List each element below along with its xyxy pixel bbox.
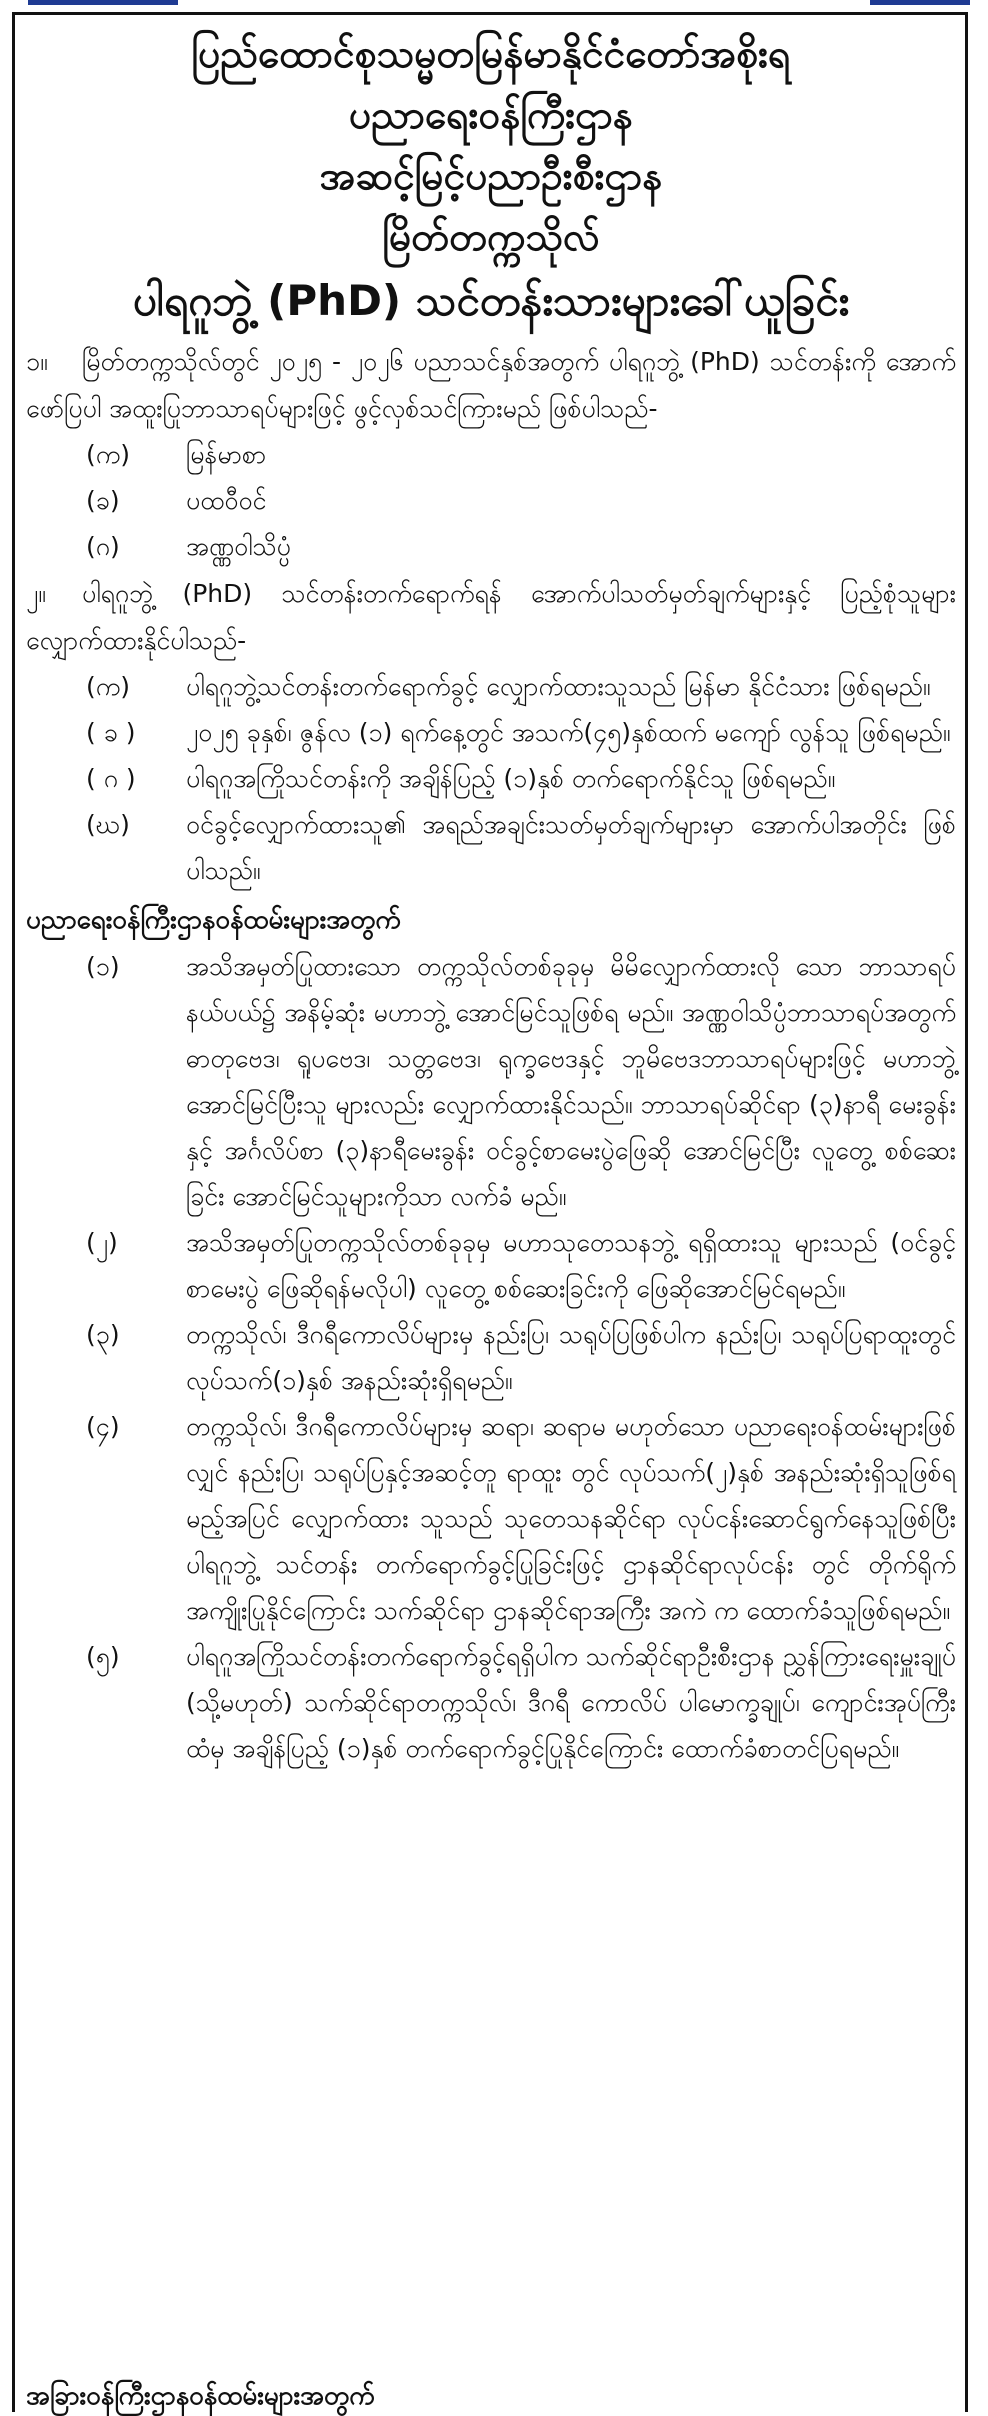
item-mark: (၄) [86,1412,120,1441]
item-mark: ( ခ ) [86,718,136,747]
item-mark: (၃) [86,1320,120,1349]
subject-item [86,524,956,570]
subject-item [86,432,956,478]
item-text: မြန်မာစာ [186,440,267,469]
item-text: အသိအမှတ်ပြုတက္ကသိုလ်တစ်ခုခုမှ မဟာသုတေသနဘွဲ့ ရရှိထားသူ များသည် (ဝင်ခွင့်စာမေးပွဲ ဖြေဆိုရန်မလိုပါ) လူတွေ့ စစ်ဆေးခြင်းကို ဖြေဆိုအောင်မြင်ရမည်။ [186,1228,956,1303]
blue-strip-left [28,0,178,5]
section-heading: ပညာရေးဝန်ကြီးဌာနဝန်ထမ်းများအတွက် [26,905,401,935]
item-mark: (၅) [86,1642,120,1671]
title-university: မြိတ်တက္ကသိုလ် [382,215,600,260]
item-text: ပါရဂူအကြိုသင်တန်းတက်ရောက်ခွင့်ရရှိပါက သက်ဆိုင်ရာဦးစီးဌာန ညွှန်ကြားရေးမှူးချုပ် (သို့မဟုတ်) သက်ဆိုင်ရာတက္ကသိုလ်၊ ဒီဂရီ ကောလိပ် ပါမောက္ခချုပ်၊ ကျောင်းအုပ်ကြီးထံမှ အချိန်ပြည့် (၁)နှစ် တက်ရောက်ခွင့်ပြုနိုင်ကြောင်း ထောက်ခံစာတင်ပြရမည်။ [186,1642,956,1763]
item-text: အသိအမှတ်ပြုထားသော တက္ကသိုလ်တစ်ခုခုမှ မိမိလျှောက်ထားလို သော ဘာသာရပ်နယ်ပယ်၌ အနိမ့်ဆုံး မဟာဘွဲ့ အောင်မြင်သူဖြစ်ရ မည်။ အဏ္ဏဝါသိပ္ပံဘာသာရပ်အတွက် ဓာတုဗေဒ၊ ရူပဗေဒ၊ သတ္တဗေဒ၊ ရုက္ခဗေဒနှင့် ဘူမိဗေဒဘာသာရပ်များဖြင့် မဟာဘွဲ့ အောင်မြင်ပြီးသူ များလည်း လျှောက်ထားနိုင်သည်။ ဘာသာရပ်ဆိုင်ရာ (၃)နာရီ မေးခွန်းနှင့် အင်္ဂလိပ်စာ (၃)နာရီမေးခွန်း ဝင်ခွင့်စာမေးပွဲဖြေဆို အောင်မြင်ပြီး လူတွေ့ စစ်ဆေးခြင်း အောင်မြင်သူများကိုသာ လက်ခံ မည်။ [186,952,956,1211]
announcement-body [26,24,956,1772]
paragraph-text: မြိတ်တက္ကသိုလ်တွင် ၂၀၂၅ - ၂၀၂၆ ပညာသင်နှစ်အတွက် ပါရဂူဘွဲ့ (PhD) သင်တန်းကို အောက်ဖော်ပြပါ အထူးပြုဘာသာရပ်များဖြင့် ဖွင့်လှစ်သင်ကြားမည် ဖြစ်ပါသည်- [26,347,956,423]
blue-strip-right [870,0,970,5]
item-mark: (က) [86,440,130,469]
item-mark: (၂) [86,1228,118,1257]
item-mark: (ဃ) [86,810,130,839]
section-item [86,1634,956,1772]
item-text: တက္ကသိုလ်၊ ဒီဂရီကောလိပ်များမှ နည်းပြ၊ သရုပ်ပြဖြစ်ပါက နည်းပြ၊ သရုပ်ပြရာထူးတွင် လုပ်သက်(၁)နှစ် အနည်းဆုံးရှိရမည်။ [186,1320,956,1395]
item-text: အဏ္ဏဝါသိပ္ပံ [186,532,291,561]
requirement-item [86,664,956,710]
requirement-item [86,802,956,894]
next-section-heading-cut: အခြားဝန်ကြီးဌာနဝန်ထမ်းများအတွက် [26,2381,375,2411]
intro-paragraph [26,338,956,432]
title-ministry: ပညာရေးဝန်ကြီးဌာန [348,93,633,138]
title-announcement: ပါရဂူဘွဲ့ (PhD) သင်တန်းသားများခေါ်ယူခြင်း [132,276,850,325]
item-text: ၂၀၂၅ ခုနှစ်၊ ဇွန်လ (၁) ရက်နေ့တွင် အသက်(၄၅)နှစ်ထက် မကျော် လွန်သူ ဖြစ်ရမည်။ [186,718,951,747]
item-text: ပထဝီဝင် [186,486,267,515]
item-text: တက္ကသိုလ်၊ ဒီဂရီကောလိပ်များမှ ဆရာ၊ ဆရာမ မဟုတ်သော ပညာရေးဝန်ထမ်းများဖြစ်လျှင် နည်းပြ၊ သရုပ်ပြနှင့်အဆင့်တူ ရာထူး တွင် လုပ်သက်(၂)နှစ် အနည်းဆုံးရှိသူဖြစ်ရမည့်အပြင် လျှောက်ထား သူသည် သုတေသနဆိုင်ရာ လုပ်ငန်းဆောင်ရွက်နေသူဖြစ်ပြီး ပါရဂူဘွဲ့ သင်တန်း တက်ရောက်ခွင့်ပြုခြင်းဖြင့် ဌာနဆိုင်ရာလုပ်ငန်း တွင် တိုက်ရိုက်အကျိုးပြုနိုင်ကြောင်း သက်ဆိုင်ရာ ဌာနဆိုင်ရာအကြီး အကဲ က ထောက်ခံသူဖြစ်ရမည်။ [186,1412,956,1625]
requirements-paragraph [26,570,956,664]
item-mark: (ခ) [86,486,120,515]
item-text: ဝင်ခွင့်လျှောက်ထားသူ၏ အရည်အချင်းသတ်မှတ်ချက်များမှာ အောက်ပါအတိုင်း ဖြစ်ပါသည်။ [186,810,956,885]
item-mark: ( ဂ ) [86,764,136,793]
requirement-item [86,756,956,802]
header-titles [26,24,956,334]
section-item [86,1404,956,1634]
title-department: အဆင့်မြင့်ပညာဦးစီးဌာန [319,154,663,199]
paragraph-number: ၁။ [26,347,48,376]
item-mark: (က) [86,672,130,701]
item-mark: (၁) [86,952,120,981]
section-item [86,1312,956,1404]
item-text: ပါရဂူအကြိုသင်တန်းကို အချိန်ပြည့် (၁)နှစ် တက်ရောက်နိုင်သူ ဖြစ်ရမည်။ [186,764,836,793]
item-text: ပါရဂူဘွဲ့သင်တန်းတက်ရောက်ခွင့် လျှောက်ထားသူသည် မြန်မာ နိုင်ငံသား ဖြစ်ရမည်။ [186,672,931,701]
title-government: ပြည်ထောင်စုသမ္မတမြန်မာနိုင်ငံတော်အစိုးရ [191,32,791,77]
section-item [86,1220,956,1312]
subject-item [86,478,956,524]
item-mark: (ဂ) [86,532,120,561]
top-edge-bar [0,0,988,10]
requirement-item [86,710,956,756]
section-item [86,944,956,1220]
paragraph-text: ပါရဂူဘွဲ့ (PhD) သင်တန်းတက်ရောက်ရန် အောက်ပါသတ်မှတ်ချက်များနှင့် ပြည့်စုံသူများ လျှောက်ထားနိုင်ပါသည်- [26,579,956,655]
paragraph-number: ၂။ [26,579,46,608]
